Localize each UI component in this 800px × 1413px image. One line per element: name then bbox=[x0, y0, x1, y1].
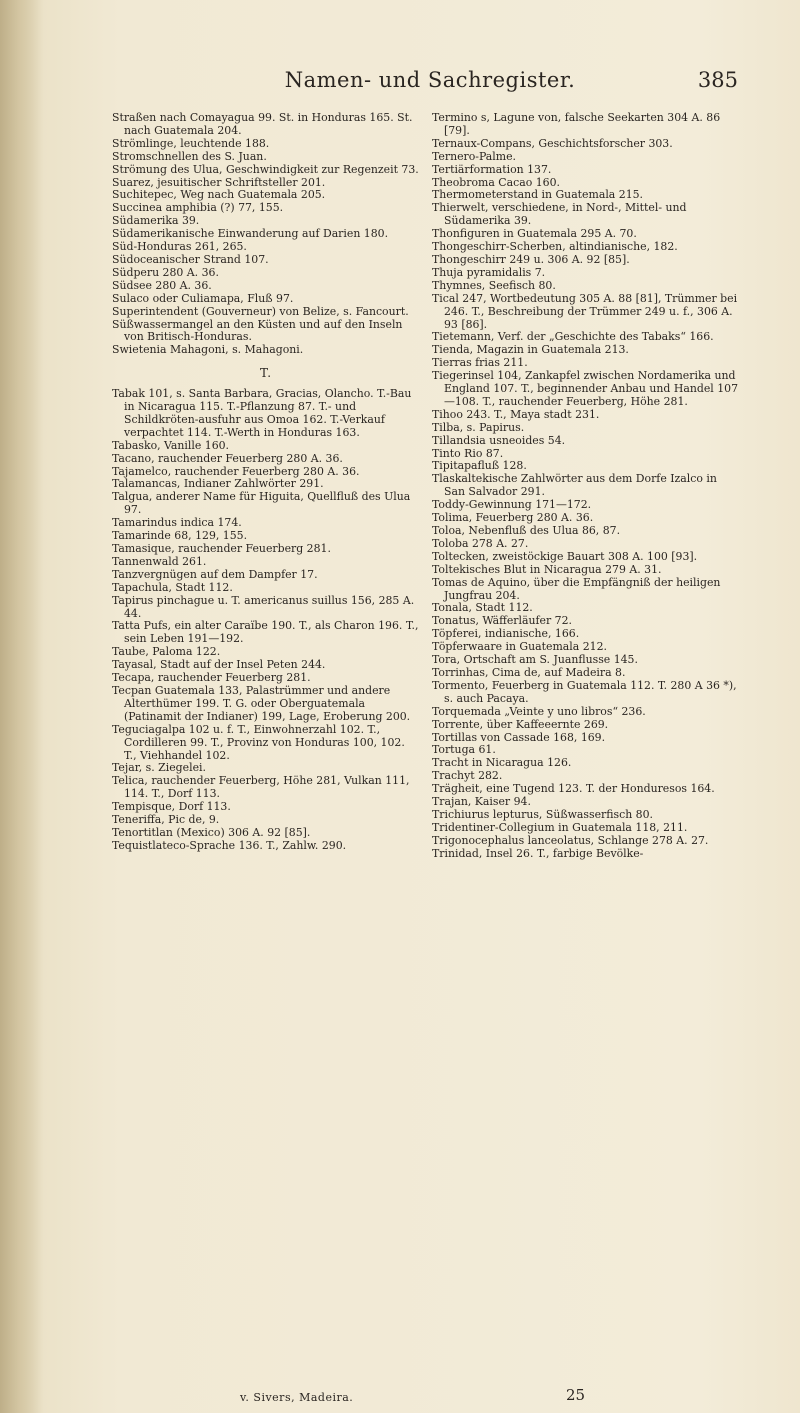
index-entry: Tinto Rio 87. bbox=[432, 446, 504, 460]
index-entry: Tormento, Feuerberg in Guatemala 112. T. 280 A 36 *), s. auch Pacaya. bbox=[432, 678, 737, 705]
index-entry: Tical 247, Wortbedeutung 305 A. 88 [81], Trümmer bei 246. T., Beschreibung der Trümmer 249 u. f., 306 A. 93 [86]. bbox=[432, 291, 738, 331]
index-entry: Tietemann, Verf. der „Geschichte des Tabaks“ 166. bbox=[432, 330, 714, 344]
page-number: 385 bbox=[697, 68, 738, 92]
index-entry: Toloba 278 A. 27. bbox=[432, 536, 529, 550]
index-entry: Tajamelco, rauchender Feuerberg 280 A. 36. bbox=[112, 464, 360, 478]
index-entry: Süßwassermangel an den Küsten und auf den Inseln von Britisch-Honduras. bbox=[112, 317, 403, 344]
index-entry: Talgua, anderer Name für Higuita, Quellfluß des Ulua 97. bbox=[112, 490, 411, 517]
index-entry: Tomas de Aquino, über die Empfängniß der heiligen Jungfrau 204. bbox=[432, 575, 721, 602]
index-entry: Tlaskaltekische Zahlwörter aus dem Dorfe Izalco in San Salvador 291. bbox=[432, 472, 717, 499]
index-entry: Thuja pyramidalis 7. bbox=[432, 265, 546, 279]
index-entry: Tecpan Guatemala 133, Palastrümmer und andere Alterthümer 199. T. G. oder Oberguatemala (Patinamit der Indianer) 199, Lage, Eroberung 200. bbox=[112, 683, 411, 723]
page-header bbox=[120, 68, 740, 98]
index-entry: Tamasique, rauchender Feuerberg 281. bbox=[112, 542, 331, 555]
index-entry: Tempisque, Dorf 113. bbox=[112, 800, 231, 814]
index-entry: Südsee 280 A. 36. bbox=[112, 278, 212, 292]
index-entry: Tatta Pufs, ein alter Caraïbe 190. T., als Charon 196. T., sein Leben 191—192. bbox=[112, 619, 419, 646]
running-title: Namen- und Sachregister. bbox=[284, 68, 576, 92]
index-entry: Talamancas, Indianer Zahlwörter 291. bbox=[112, 477, 324, 491]
index-entry: Trichiurus lepturus, Süßwasserfisch 80. bbox=[432, 807, 653, 821]
index-entry: Sulaco oder Culiamapa, Fluß 97. bbox=[112, 291, 294, 305]
left-entries-t bbox=[112, 388, 420, 853]
index-entry: Ternaux-Compans, Geschichtsforscher 303. bbox=[432, 136, 673, 150]
index-entry: Tilba, s. Papirus. bbox=[432, 420, 525, 434]
index-entry: Tortillas von Cassade 168, 169. bbox=[432, 730, 606, 744]
index-entry: Tejar, s. Ziegelei. bbox=[112, 761, 206, 775]
index-entry: Toltekisches Blut in Nicaragua 279 A. 31. bbox=[432, 562, 662, 576]
index-entry: Thongeschirr 249 u. 306 A. 92 [85]. bbox=[432, 252, 630, 266]
index-entry: Trajan, Kaiser 94. bbox=[432, 795, 531, 809]
sheet-number: 25 bbox=[566, 1386, 586, 1404]
index-entry: Tierras frias 211. bbox=[432, 356, 528, 370]
left-index-column bbox=[112, 112, 420, 853]
index-entry: Tiegerinsel 104, Zankapfel zwischen Nordamerika und England 107. T., beginnender Anbau und Handel 107—108. T., rauchender Feuerberg, Höhe 281. bbox=[432, 369, 738, 408]
index-entry: Trigonocephalus lanceolatus, Schlange 278 A. 27. bbox=[432, 833, 709, 847]
index-entry: Strömung des Ulua, Geschwindigkeit zur Regenzeit 73. bbox=[112, 162, 419, 176]
index-entry: Tienda, Magazin in Guatemala 213. bbox=[432, 343, 629, 357]
index-entry: Tapirus pinchague u. T. americanus suillus 156, 285 A. 44. bbox=[112, 593, 415, 620]
index-entry: Trinidad, Insel 26. T., farbige Bevölke- bbox=[432, 846, 644, 860]
index-entry: Tracht in Nicaragua 126. bbox=[432, 756, 572, 770]
index-entry: Strömlinge, leuchtende 188. bbox=[112, 136, 270, 150]
section-letter-t: T. bbox=[259, 366, 273, 381]
index-entry: Telica, rauchender Feuerberg, Höhe 281, Vulkan 111, 114. T., Dorf 113. bbox=[112, 774, 410, 801]
index-entry: Tanzvergnügen auf dem Dampfer 17. bbox=[112, 567, 318, 581]
index-entry: Tequistlateco-Sprache 136. T., Zahlw. 290. bbox=[112, 838, 347, 852]
index-entry: Tannenwald 261. bbox=[112, 554, 207, 568]
index-entry: Termino s, Lagune von, falsche Seekarten 304 A. 86 [79]. bbox=[432, 111, 721, 137]
index-entry: Tenortitlan (Mexico) 306 A. 92 [85]. bbox=[112, 825, 311, 839]
index-entry: Tamarindus indica 174. bbox=[112, 516, 242, 530]
index-entry: Thierwelt, verschiedene, in Nord-, Mittel- und Südamerika 39. bbox=[432, 201, 687, 228]
index-entry: Superintendent (Gouverneur) von Belize, s. Fancourt. bbox=[112, 304, 409, 318]
index-entry: Thermometerstand in Guatemala 215. bbox=[432, 188, 644, 202]
page-spine-shadow bbox=[0, 0, 44, 1413]
index-entry: Taube, Paloma 122. bbox=[112, 645, 221, 659]
index-entry: Tolima, Feuerberg 280 A. 36. bbox=[432, 511, 594, 525]
index-entry: Tabak 101, s. Santa Barbara, Gracias, Olancho. T.-Bau in Nicaragua 115. T.-Pflanzung 87. T.- und Schildkröten-ausfuhr aus Omoa 162. T.-Verkauf verpachtet 114. T.-Werth in Honduras 163. bbox=[112, 387, 412, 439]
index-entry: Tonala, Stadt 112. bbox=[432, 601, 533, 615]
index-entry: Suchitepec, Weg nach Guatemala 205. bbox=[112, 188, 326, 202]
index-entry: Südperu 280 A. 36. bbox=[112, 265, 219, 279]
index-entry: Tonatus, Wäfferläufer 72. bbox=[432, 614, 572, 628]
index-entry: Torrinhas, Cima de, auf Madeira 8. bbox=[432, 665, 626, 679]
index-entry: Teguciagalpa 102 u. f. T., Einwohnerzahl 102. T., Cordilleren 99. T., Provinz von Honduras 100, 102. T., Viehhandel 102. bbox=[112, 722, 405, 762]
index-entry: Tayasal, Stadt auf der Insel Peten 244. bbox=[112, 658, 326, 672]
index-entry: Südamerikanische Einwanderung auf Darien 180. bbox=[112, 227, 389, 241]
index-entry: Torquemada „Veinte y uno libros“ 236. bbox=[432, 704, 646, 718]
index-entry: Trachyt 282. bbox=[432, 769, 503, 783]
index-entry: Tapachula, Stadt 112. bbox=[112, 580, 233, 594]
index-entry: Südamerika 39. bbox=[112, 214, 200, 228]
index-entry: Stromschnellen des S. Juan. bbox=[112, 149, 267, 163]
index-entry: Torrente, über Kaffeeernte 269. bbox=[432, 717, 609, 731]
index-entry: Tertiärformation 137. bbox=[432, 162, 552, 176]
index-entry: Tamarinde 68, 129, 155. bbox=[112, 529, 248, 543]
index-entry: Succinea amphibia (?) 77, 155. bbox=[112, 201, 284, 215]
index-entry: Straßen nach Comayagua 99. St. in Honduras 165. St. nach Guatemala 204. bbox=[112, 111, 413, 137]
index-entry: Toddy-Gewinnung 171—172. bbox=[432, 498, 592, 512]
index-entry: Tihoo 243. T., Maya stadt 231. bbox=[432, 407, 600, 421]
index-entry: Ternero-Palme. bbox=[432, 149, 517, 163]
index-entry: Trägheit, eine Tugend 123. T. der Honduresos 164. bbox=[432, 782, 715, 796]
index-entry: Töpferei, indianische, 166. bbox=[432, 627, 580, 641]
index-entry: Toltecken, zweistöckige Bauart 308 A. 100 [93]. bbox=[432, 549, 698, 563]
index-entry: Südoceanischer Strand 107. bbox=[112, 252, 269, 266]
index-entry: Töpferwaare in Guatemala 212. bbox=[432, 640, 607, 654]
index-entry: Tacano, rauchender Feuerberg 280 A. 36. bbox=[112, 451, 343, 465]
index-entry: Teneriffa, Pic de, 9. bbox=[112, 813, 220, 827]
index-entry: Theobroma Cacao 160. bbox=[432, 175, 560, 189]
index-entry: Tortuga 61. bbox=[432, 743, 496, 757]
index-entry: Tecapa, rauchender Feuerberg 281. bbox=[112, 671, 311, 685]
left-entries-s bbox=[112, 112, 420, 357]
index-entry: Swietenia Mahagoni, s. Mahagoni. bbox=[112, 343, 304, 357]
signature-line: v. Sivers, Madeira. bbox=[240, 1391, 354, 1404]
index-entry: Süd-Honduras 261, 265. bbox=[112, 240, 247, 254]
index-entry: Tridentiner-Collegium in Guatemala 118, 211. bbox=[432, 820, 688, 834]
index-entry: Tora, Ortschaft am S. Juanflusse 145. bbox=[432, 653, 638, 667]
index-entry: Thymnes, Seefisch 80. bbox=[432, 278, 556, 292]
index-entry: Toloa, Nebenfluß des Ulua 86, 87. bbox=[432, 524, 621, 537]
index-entry: Tillandsia usneoides 54. bbox=[432, 433, 566, 447]
index-entry: Tabasko, Vanille 160. bbox=[112, 438, 230, 452]
index-entry: Tipitapafluß 128. bbox=[432, 459, 527, 473]
right-index-column bbox=[432, 112, 740, 861]
index-entry: Thongeschirr-Scherben, altindianische, 182. bbox=[432, 240, 678, 254]
index-entry: Thonfiguren in Guatemala 295 A. 70. bbox=[432, 227, 637, 241]
index-entry: Suarez, jesuitischer Schriftsteller 201. bbox=[112, 175, 326, 189]
